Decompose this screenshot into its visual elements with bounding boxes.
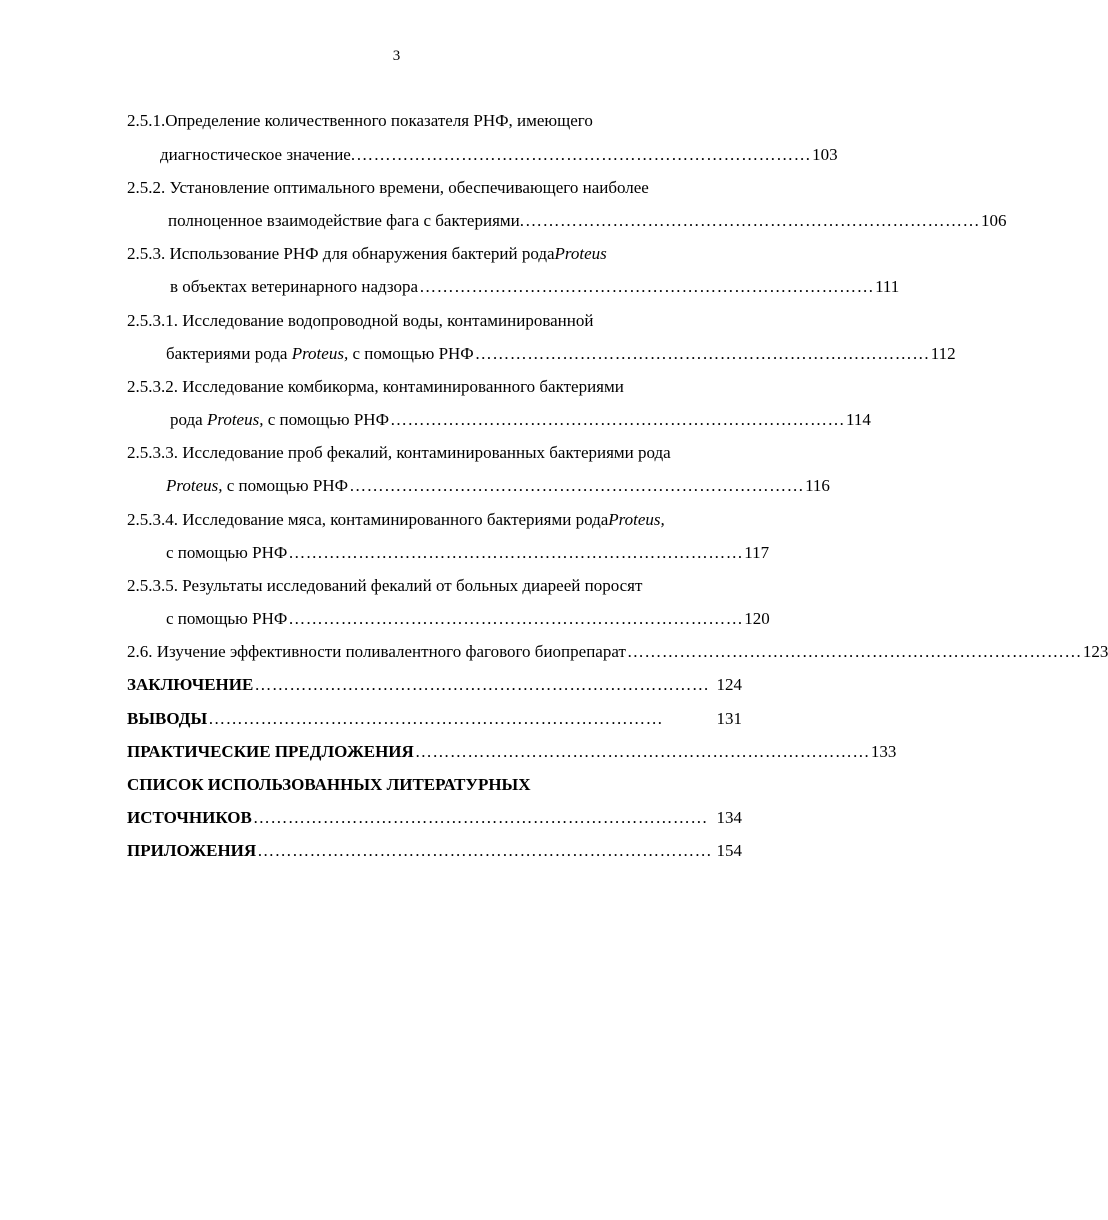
leader-dots: …………………………………………………………………… (356, 145, 812, 164)
toc-page-number: 120 (744, 609, 770, 628)
toc-page-number: 114 (846, 410, 871, 429)
toc-entry-2-5-3-2-title: 2.5.3.2. Исследование комбикорма, контаминированного бактериями (127, 377, 624, 396)
toc-page-number: 134 (716, 808, 742, 827)
toc-page-number: 117 (744, 543, 770, 562)
toc-page-number: 123 (1082, 642, 1108, 661)
toc-page-number: 133 (870, 742, 897, 761)
toc-page-number: 124 (716, 675, 742, 694)
leader-dots: …………………………………………………………………… (252, 808, 708, 827)
leader-dots: …………………………………………………………………… (626, 642, 1082, 661)
leader-dots: …………………………………………………………………… (474, 344, 930, 363)
toc-entry-references-title: СПИСОК ИСПОЛЬЗОВАННЫХ ЛИТЕРАТУРНЫХ (127, 775, 531, 794)
toc-entry-2-5-3-5-title: 2.5.3.5. Результаты исследований фекалий от больных диареей поросят (127, 576, 643, 595)
leader-dots: …………………………………………………………………… (419, 277, 875, 296)
leader-dots: …………………………………………………………………… (414, 742, 870, 761)
toc-entry-2-6: 2.6. Изучение эффективности поливалентного фагового биопрепарат …………………………………………………………………… 123 (127, 642, 1108, 661)
toc-entry-2-5-3-1-title: 2.5.3.1. Исследование водопроводной воды, контаминированной (127, 311, 594, 330)
toc-entry-2-5-3-4-continuation: с помощью РНФ …………………………………………………………………… 117 (166, 543, 770, 562)
leader-dots: …………………………………………………………………… (288, 543, 744, 562)
toc-page-number: 131 (716, 709, 742, 728)
toc-page-number: 111 (875, 277, 900, 296)
toc-entry-2-5-3-5-continuation: с помощью РНФ …………………………………………………………………… 120 (166, 609, 770, 628)
leader-dots: …………………………………………………………………… (254, 675, 710, 694)
toc-entry-references-continuation: ИСТОЧНИКОВ …………………………………………………………………… 134 (127, 808, 742, 827)
toc-entry-2-5-2-continuation: полноценное взаимодействие фага с бактериями. …………………………………………………………………… 106 (168, 211, 1007, 230)
leader-dots: …………………………………………………………………… (208, 709, 664, 728)
page-number: 3 (392, 48, 401, 64)
toc-entry-appendices: ПРИЛОЖЕНИЯ …………………………………………………………………… 154 (127, 841, 742, 860)
toc-page-number: 112 (930, 344, 956, 363)
toc-entry-practical-proposals: ПРАКТИЧЕСКИЕ ПРЕДЛОЖЕНИЯ …………………………………………………………………… 133 (127, 742, 897, 761)
toc-entry-2-5-3-title: 2.5.3. Использование РНФ для обнаружения бактерий рода Proteus (127, 244, 607, 263)
toc-page-number: 106 (981, 211, 1007, 230)
toc-entry-2-5-1-continuation: диагностическое значение. …………………………………………………………………… 103 (160, 145, 838, 164)
toc-entry-2-5-1-title: 2.5.1.Определение количественного показателя РНФ, имеющего (127, 111, 593, 130)
toc-page-number: 116 (805, 476, 830, 495)
leader-dots: …………………………………………………………………… (390, 410, 846, 429)
toc-entry-findings: ВЫВОДЫ …………………………………………………………………… 131 (127, 709, 742, 728)
toc-entry-2-5-3-4-title: 2.5.3.4. Исследование мяса, контаминированного бактериями рода Proteus, (127, 510, 665, 529)
toc-page-number: 103 (812, 145, 838, 164)
toc-entry-conclusion: ЗАКЛЮЧЕНИЕ …………………………………………………………………… 124 (127, 675, 742, 694)
leader-dots: …………………………………………………………………… (257, 841, 713, 860)
toc-entry-2-5-3-3-continuation: Proteus, с помощью РНФ …………………………………………………………………… 116 (166, 476, 830, 495)
toc-entry-2-5-3-continuation: в объектах ветеринарного надзора …………………………………………………………………… 111 (170, 277, 900, 296)
toc-page-number: 154 (716, 841, 742, 860)
toc-entry-2-5-3-3-title: 2.5.3.3. Исследование проб фекалий, контаминированных бактериями рода (127, 443, 671, 462)
leader-dots: …………………………………………………………………… (525, 211, 980, 230)
toc-entry-2-5-3-2-continuation: рода Proteus, с помощью РНФ …………………………………………………………………… 114 (170, 410, 871, 429)
leader-dots: …………………………………………………………………… (288, 609, 744, 628)
toc-entry-2-5-3-1-continuation: бактериями рода Proteus, с помощью РНФ …………………………………………………………………… 112 (166, 344, 956, 363)
toc-entry-2-5-2-title: 2.5.2. Установление оптимального времени, обеспечивающего наиболее (127, 178, 649, 197)
leader-dots: …………………………………………………………………… (349, 476, 805, 495)
